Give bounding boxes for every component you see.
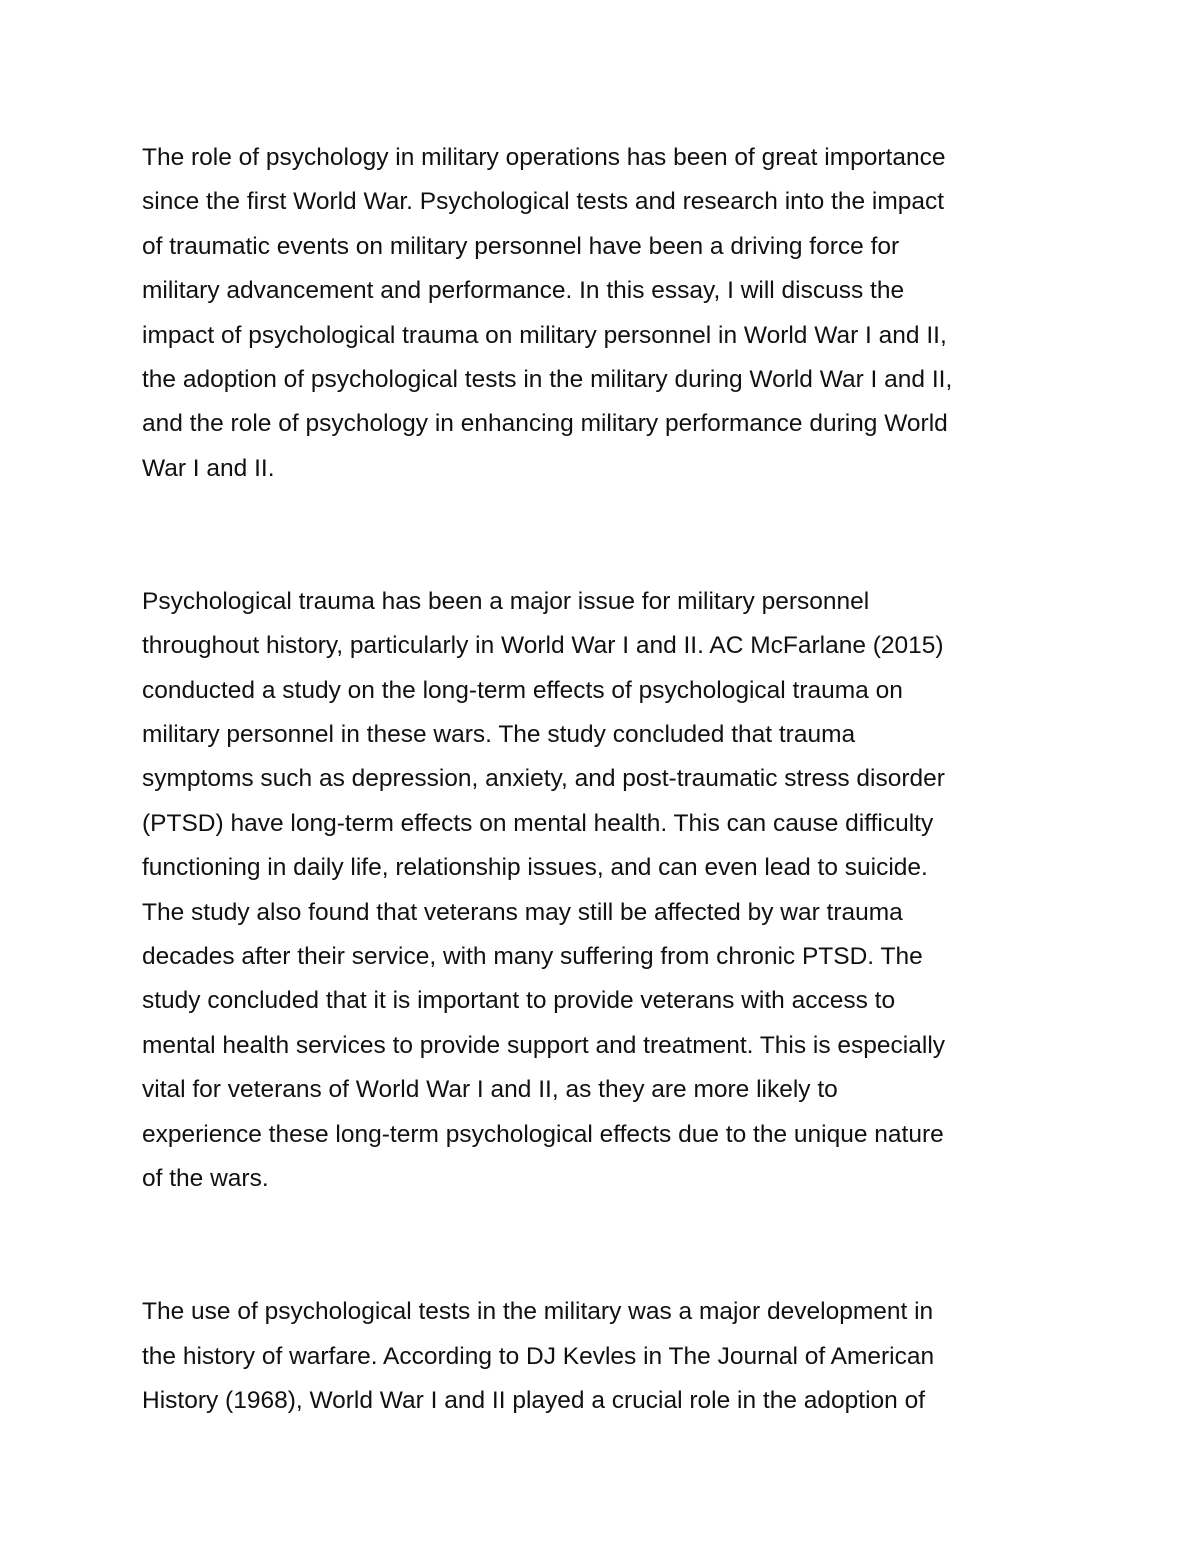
paragraph-psychological-trauma	[142, 580, 1062, 1201]
document-body	[142, 136, 1062, 1423]
text-line: throughout history, particularly in World War I and II. AC McFarlane (2015)	[142, 632, 944, 660]
text-line: of the wars.	[142, 1165, 269, 1192]
text-line: decades after their service, with many suffering from chronic PTSD. The	[142, 943, 923, 971]
text-line: vital for veterans of World War I and II, as they are more likely to	[142, 1076, 838, 1104]
text-line: impact of psychological trauma on military personnel in World War I and II,	[142, 321, 947, 349]
text-line: Psychological trauma has been a major issue for military personnel	[142, 587, 870, 615]
text-line: the history of warfare. According to DJ Kevles in The Journal of American	[142, 1342, 935, 1370]
text-line: The study also found that veterans may still be affected by war trauma	[142, 898, 903, 926]
paragraph-psychological-tests	[142, 1290, 1062, 1423]
text-line: military personnel in these wars. The study concluded that trauma	[142, 721, 856, 749]
text-line: of traumatic events on military personnel have been a driving force for	[142, 232, 900, 260]
text-line: History (1968), World War I and II played a crucial role in the adoption of	[142, 1386, 926, 1414]
text-line: (PTSD) have long-term effects on mental health. This can cause difficulty	[142, 809, 934, 837]
text-line: The role of psychology in military operations has been of great importance	[142, 144, 946, 171]
paragraph-spacer	[142, 1201, 1062, 1290]
text-line: the adoption of psychological tests in the military during World War I and II,	[142, 365, 953, 393]
text-line: experience these long-term psychological effects due to the unique nature	[142, 1120, 944, 1148]
paragraph-introduction	[142, 136, 1062, 491]
text-line: conducted a study on the long-term effects of psychological trauma on	[142, 676, 903, 704]
text-line: The use of psychological tests in the military was a major development in	[142, 1298, 934, 1326]
text-line: War I and II.	[142, 454, 275, 482]
text-line: mental health services to provide support and treatment. This is especially	[142, 1031, 946, 1059]
text-line: since the first World War. Psychological tests and research into the impact	[142, 188, 945, 216]
paragraph-spacer	[142, 491, 1062, 580]
text-line: military advancement and performance. In this essay, I will discuss the	[142, 277, 905, 305]
text-line: study concluded that it is important to provide veterans with access to	[142, 987, 896, 1015]
text-line: and the role of psychology in enhancing military performance during World	[142, 410, 948, 438]
text-line: functioning in daily life, relationship issues, and can even lead to suicide.	[142, 854, 928, 882]
text-line: symptoms such as depression, anxiety, and post-traumatic stress disorder	[142, 765, 945, 793]
